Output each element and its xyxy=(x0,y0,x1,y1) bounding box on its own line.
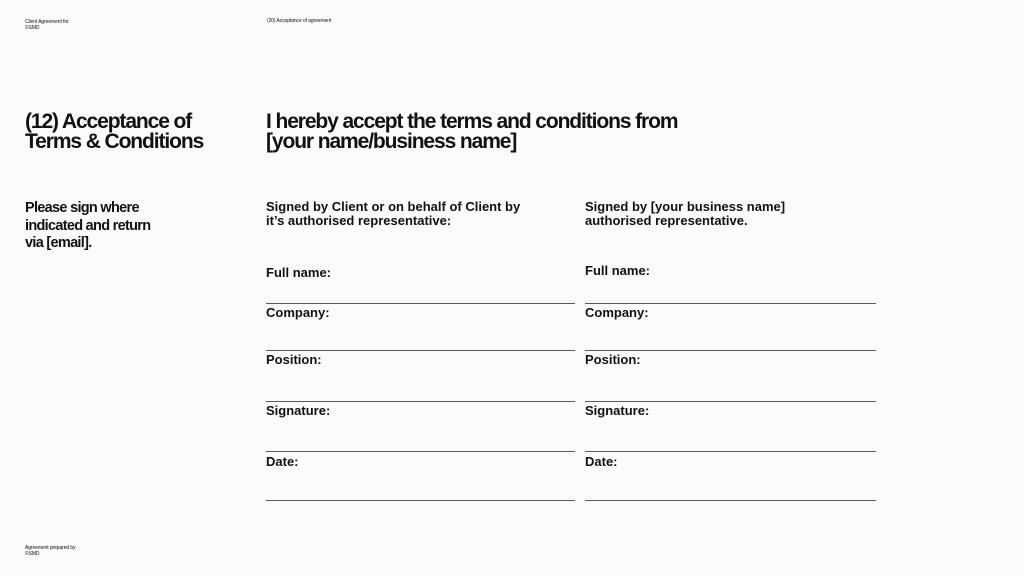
business-company-line[interactable] xyxy=(585,350,876,351)
client-signature-line[interactable] xyxy=(266,451,575,452)
document-header xyxy=(25,19,69,31)
client-full-name-line[interactable] xyxy=(266,303,575,304)
client-signature-label: Signature: xyxy=(266,403,331,418)
business-position-line[interactable] xyxy=(585,401,876,402)
footer-copyright: ©SMD xyxy=(25,551,40,557)
client-position-label: Position: xyxy=(266,352,322,367)
business-date-line[interactable] xyxy=(585,500,876,501)
business-signature-label: Signature: xyxy=(585,403,650,418)
section-reference: (20) Acceptance of agreement xyxy=(267,18,332,24)
client-date-line[interactable] xyxy=(266,500,575,501)
acceptance-line: [your name/business name] xyxy=(266,130,517,153)
instruction-line: via [email]. xyxy=(25,235,92,251)
business-company-label: Company: xyxy=(585,305,649,320)
business-full-name-label: Full name: xyxy=(585,263,651,278)
business-full-name-line[interactable] xyxy=(585,303,876,304)
client-signature-block xyxy=(266,0,576,576)
section-title-line: Terms & Conditions xyxy=(25,130,204,153)
business-block-heading xyxy=(585,200,785,228)
heading-line: it’s authorised representative: xyxy=(266,213,452,228)
document-copyright: ©SMD xyxy=(25,25,40,31)
signing-instructions xyxy=(25,200,150,253)
business-date-label: Date: xyxy=(585,454,618,469)
heading-line: authorised representative. xyxy=(585,213,748,228)
business-signature-block xyxy=(585,0,877,576)
client-company-label: Company: xyxy=(266,305,330,320)
client-company-line[interactable] xyxy=(266,350,575,351)
client-block-heading xyxy=(266,200,520,228)
document-footer xyxy=(25,545,75,557)
business-position-label: Position: xyxy=(585,352,641,367)
document-title: Client Agreement for xyxy=(25,19,69,25)
heading-line: Signed by Client or on behalf of Client by xyxy=(266,199,521,214)
instruction-line: indicated and return xyxy=(25,217,151,234)
section-title-line: (12) Acceptance of xyxy=(25,110,192,133)
heading-line: Signed by [your business name] xyxy=(585,199,786,214)
client-position-line[interactable] xyxy=(266,401,575,402)
acceptance-line: I hereby accept the terms and conditions from xyxy=(266,110,678,133)
client-date-label: Date: xyxy=(266,454,299,469)
client-full-name-label: Full name: xyxy=(266,265,332,280)
footer-prepared-by: Agreement prepared by xyxy=(25,545,76,551)
section-title xyxy=(25,112,203,152)
business-signature-line[interactable] xyxy=(585,451,876,452)
instruction-line: Please sign where xyxy=(25,200,139,216)
